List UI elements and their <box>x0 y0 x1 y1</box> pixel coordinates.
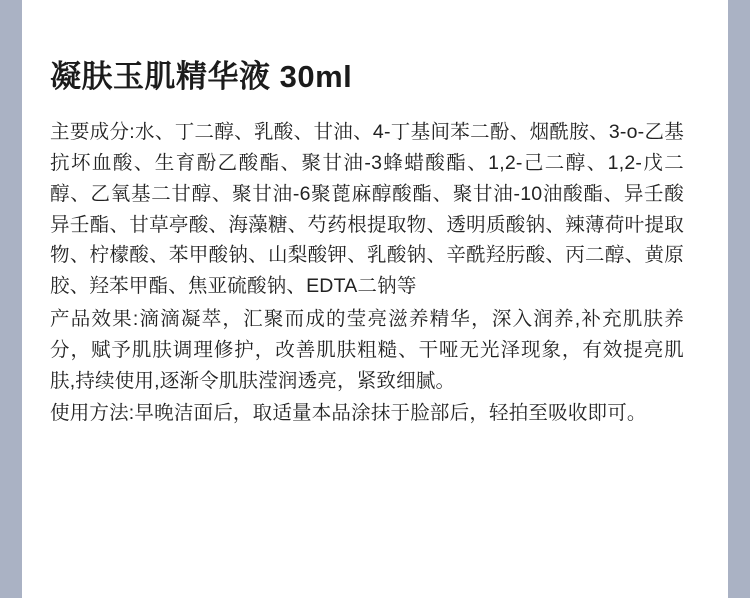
ingredients-text: 主要成分:水、丁二醇、乳酸、甘油、4-丁基间苯二酚、烟酰胺、3-o-乙基抗坏血酸、生育酚乙酸酯、聚甘油-3蜂蜡酸酯、1,2-己二醇、1,2-戊二醇、乙氧基二甘醇、聚甘油-6聚蓖麻醇酸酯、聚甘油-10油酸酯、异壬酸异壬酯、甘草亭酸、海藻糖、芍药根提取物、透明质酸钠、辣薄荷叶提取物、柠檬酸、苯甲酸钠、山梨酸钾、乳酸钠、辛酰羟肟酸、丙二醇、黄原胶、羟苯甲酯、焦亚硫酸钠、EDTA二钠等 <box>50 121 684 298</box>
left-border-band <box>0 0 22 598</box>
usage-section <box>50 398 684 429</box>
effects-section <box>50 304 684 396</box>
content-area <box>22 0 728 598</box>
effects-text: 产品效果:滴滴凝萃，汇聚而成的莹亮滋养精华，深入润养,补充肌肤养分，赋予肌肤调理修护，改善肌肤粗糙、干哑无光泽现象，有效提亮肌肤,持续使用,逐渐令肌肤滢润透亮，紧致细腻。 <box>50 307 684 392</box>
usage-text: 使用方法:早晚洁面后，取适量本品涂抹于脸部后，轻拍至吸收即可。 <box>50 402 647 425</box>
ingredients-section <box>50 117 684 302</box>
page-title: 凝肤玉肌精华液 30ml <box>50 59 353 94</box>
right-border-band <box>728 0 750 598</box>
